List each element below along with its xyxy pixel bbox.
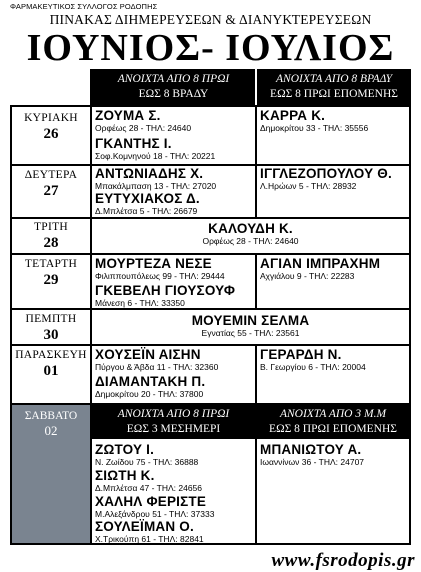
day-shift-header xyxy=(92,69,255,105)
shift-column-divider xyxy=(255,344,257,403)
pharmacy-address: Ν. Ζωίδου 75 - ΤΗΛ: 36888 xyxy=(95,457,199,467)
pharmacy-entry xyxy=(260,166,392,192)
pharmacy-address: Πύργου & Άβδα 11 - ΤΗΛ: 32360 xyxy=(95,362,219,372)
saturday-night-header xyxy=(257,405,409,439)
pharmacy-name: ΚΑΡΡΑ Κ. xyxy=(260,108,326,123)
pharmacy-name: ΜΟΥΕΜΙΝ ΣΕΛΜΑ xyxy=(191,313,310,328)
pharmacy-name: ΜΠΑΝΙΩΤΟΥ Α. xyxy=(260,442,362,457)
pharmacy-address: Αχγιάλου 9 - ΤΗΛ: 22283 xyxy=(260,271,355,281)
day-date: 02 xyxy=(44,423,58,438)
day-name: ΤΡΙΤΗ xyxy=(33,221,69,233)
pharmacy-address: Μπακάλμπαση 13 - ΤΗΛ: 27020 xyxy=(95,181,217,191)
day-label-monday xyxy=(12,168,90,200)
day-date: 27 xyxy=(43,183,59,199)
pharmacy-name: ΓΕΡΑΡΔΗ Ν. xyxy=(260,347,342,362)
pharmacy-name: ΜΟΥΡΤΕΖΑ ΝΕΣΕ xyxy=(95,256,212,271)
pharmacy-entry xyxy=(95,519,204,545)
saturday-night-header-line1: ΑΝΟΙΧΤΑ ΑΠΟ 3 Μ.Μ xyxy=(279,408,387,420)
day-label-saturday xyxy=(12,405,90,543)
day-date: 30 xyxy=(43,327,59,343)
pharmacy-entry xyxy=(92,313,409,339)
pharmacy-entry xyxy=(95,166,216,192)
pharmacy-name: ΓΚΕΒΕΛΗ ΓΙΟΥΣΟΥΦ xyxy=(95,283,236,298)
pharmacy-name: ΙΓΓΛΕΖΟΠΟΥΛΟΥ Θ. xyxy=(260,166,392,181)
pharmacy-address: Δ.Μπλέτσα 47 - ΤΗΛ: 24656 xyxy=(95,483,203,493)
day-name: ΠΑΡΑΣΚΕΥΗ xyxy=(15,349,87,361)
shift-column-divider xyxy=(255,105,257,164)
pharmacy-entry xyxy=(95,108,191,134)
day-label-thursday xyxy=(12,312,90,344)
pharmacy-entry xyxy=(95,468,202,494)
pharmacy-address: Μάνεση 6 - ΤΗΛ: 33350 xyxy=(95,298,185,308)
pharmacy-name: ΑΝΤΩΝΙΑΔΗΣ Χ. xyxy=(95,166,204,181)
day-name: ΠΕΜΠΤΗ xyxy=(25,313,77,325)
pharmacy-entry xyxy=(95,256,225,282)
pharmacy-entry xyxy=(260,256,380,282)
pharmacy-name: ΧΟΥΣΕΪΝ ΑΙΣΗΝ xyxy=(95,347,201,362)
pharmacy-entry xyxy=(260,442,364,468)
pharmacy-address: Ορφέως 28 - ΤΗΛ: 24640 xyxy=(202,236,299,246)
pharmacy-entry xyxy=(95,283,235,309)
row-divider xyxy=(10,543,411,545)
row-divider xyxy=(10,105,411,107)
day-label-tuesday xyxy=(12,220,90,252)
pharmacy-address: Β. Γεωργίου 6 - ΤΗΛ: 20004 xyxy=(260,362,366,372)
pharmacy-name: ΣΙΩΤΗ Κ. xyxy=(95,468,155,483)
pharmacy-name: ΑΓΙΑΝ ΙΜΠΡΑΧΗΜ xyxy=(260,256,381,271)
pharmacy-name: ΣΟΥΛΕΪΜΑΝ Ο. xyxy=(95,519,194,534)
pharmacy-address: Δημοκρίτου 33 - ΤΗΛ: 35556 xyxy=(260,123,369,133)
pharmacy-address: Χ.Τρικούπη 61 - ΤΗΛ: 82841 xyxy=(95,534,204,544)
pharmacy-address: Μ.Αλεξάνδρου 51 - ΤΗΛ: 37333 xyxy=(95,509,215,519)
day-date: 29 xyxy=(43,272,59,288)
pharmacy-name: ΕΥΤΥΧΙΑΚΟΣ Δ. xyxy=(95,191,200,206)
shift-column-divider xyxy=(255,164,257,217)
pharmacy-name: ΓΚΑΝΤΗΣ Ι. xyxy=(95,136,172,151)
day-name: ΣΑΒΒΑΤΟ xyxy=(24,410,78,422)
website-link[interactable]: www.fsrodopis.gr xyxy=(271,550,415,571)
pharmacy-entry xyxy=(95,191,200,217)
pharmacy-address: Λ.Ηρώων 5 - ΤΗΛ: 28932 xyxy=(260,181,357,191)
night-shift-header-line1: ΑΝΟΙΧΤΑ ΑΠΟ 8 ΒΡΑΔΥ xyxy=(276,73,392,85)
pharmacy-entry xyxy=(95,374,205,400)
pharmacy-address: Δ.Μπλέτσα 5 - ΤΗΛ: 26679 xyxy=(95,206,198,216)
day-name: ΚΥΡΙΑΚΗ xyxy=(24,112,78,124)
pharmacy-entry xyxy=(95,494,214,520)
row-divider xyxy=(10,253,411,255)
pharmacy-address: Σοφ.Κομνηνού 18 - ΤΗΛ: 20221 xyxy=(95,151,216,161)
night-shift-header-line2: ΕΩΣ 8 ΠΡΩΙ ΕΠΟΜΕΝΗΣ xyxy=(270,88,398,100)
row-divider xyxy=(10,344,411,346)
day-shift-header-line2: ΕΩΣ 8 ΒΡΑΔΥ xyxy=(138,88,209,100)
day-label-wednesday xyxy=(12,257,90,289)
pharmacy-entry xyxy=(260,347,366,373)
saturday-day-header xyxy=(92,405,255,439)
pharmacy-name: ΔΙΑΜΑΝΤΑΚΗ Π. xyxy=(95,374,206,389)
saturday-night-header-line2: ΕΩΣ 8 ΠΡΩΙ ΕΠΟΜΕΝΗΣ xyxy=(269,423,397,435)
pharmacy-name: ΖΩΤΟΥ Ι. xyxy=(95,442,155,457)
pharmacy-address: Δημοκρίτου 20 - ΤΗΛ: 37800 xyxy=(95,389,204,399)
day-label-friday xyxy=(12,348,90,380)
day-column-divider xyxy=(90,69,92,545)
pharmacy-entry xyxy=(95,136,215,162)
pharmacy-name: ΖΟΥΜΑ Σ. xyxy=(95,108,161,123)
pharmacy-entry xyxy=(92,221,409,247)
day-name: ΤΕΤΑΡΤΗ xyxy=(24,258,78,270)
day-label-sunday xyxy=(12,111,90,143)
association-name: ΦΑΡΜΑΚΕΥΤΙΚΟΣ ΣΥΛΛΟΓΟΣ ΡΟΔΟΠΗΣ xyxy=(10,2,158,11)
table-subtitle: ΠΙΝΑΚΑΣ ΔΙΗΜΕΡΕΥΣΕΩΝ & ΔΙΑΝΥΚΤΕΡΕΥΣΕΩΝ xyxy=(49,12,372,27)
day-date: 26 xyxy=(43,126,59,142)
day-name: ΔΕΥΤΕΡΑ xyxy=(24,169,78,181)
frame-right xyxy=(409,69,411,545)
day-date: 01 xyxy=(43,363,59,379)
night-shift-header xyxy=(257,69,411,105)
page-title: ΙΟΥΝΙΟΣ- ΙΟΥΛΙΟΣ xyxy=(26,27,395,69)
pharmacy-entry xyxy=(260,108,368,134)
pharmacy-entry xyxy=(95,347,218,373)
pharmacy-name: ΚΑΛΟΥΔΗ Κ. xyxy=(208,221,293,236)
pharmacy-name: ΧΑΛΗΛ ΦΕΡΙΣΤΕ xyxy=(95,494,207,509)
saturday-day-header-line2: ΕΩΣ 3 ΜΕΣΗΜΕΡΙ xyxy=(126,423,221,435)
pharmacy-address: Ιωαννίνων 36 - ΤΗΛ: 24707 xyxy=(260,457,365,467)
pharmacy-address: Ορφέως 28 - ΤΗΛ: 24640 xyxy=(95,123,192,133)
day-shift-header-line1: ΑΝΟΙΧΤΑ ΑΠΟ 8 ΠΡΩΙ xyxy=(117,73,230,85)
row-divider xyxy=(10,217,411,219)
pharmacy-entry xyxy=(95,442,198,468)
saturday-day-header-line1: ΑΝΟΙΧΤΑ ΑΠΟ 8 ΠΡΩΙ xyxy=(117,408,230,420)
day-date: 28 xyxy=(43,235,59,251)
shift-column-divider xyxy=(255,253,257,308)
pharmacy-address: Εγνατίας 55 - ΤΗΛ: 23561 xyxy=(201,328,300,338)
pharmacy-address: Φιλιππουπόλεως 99 - ΤΗΛ: 29444 xyxy=(95,271,225,281)
